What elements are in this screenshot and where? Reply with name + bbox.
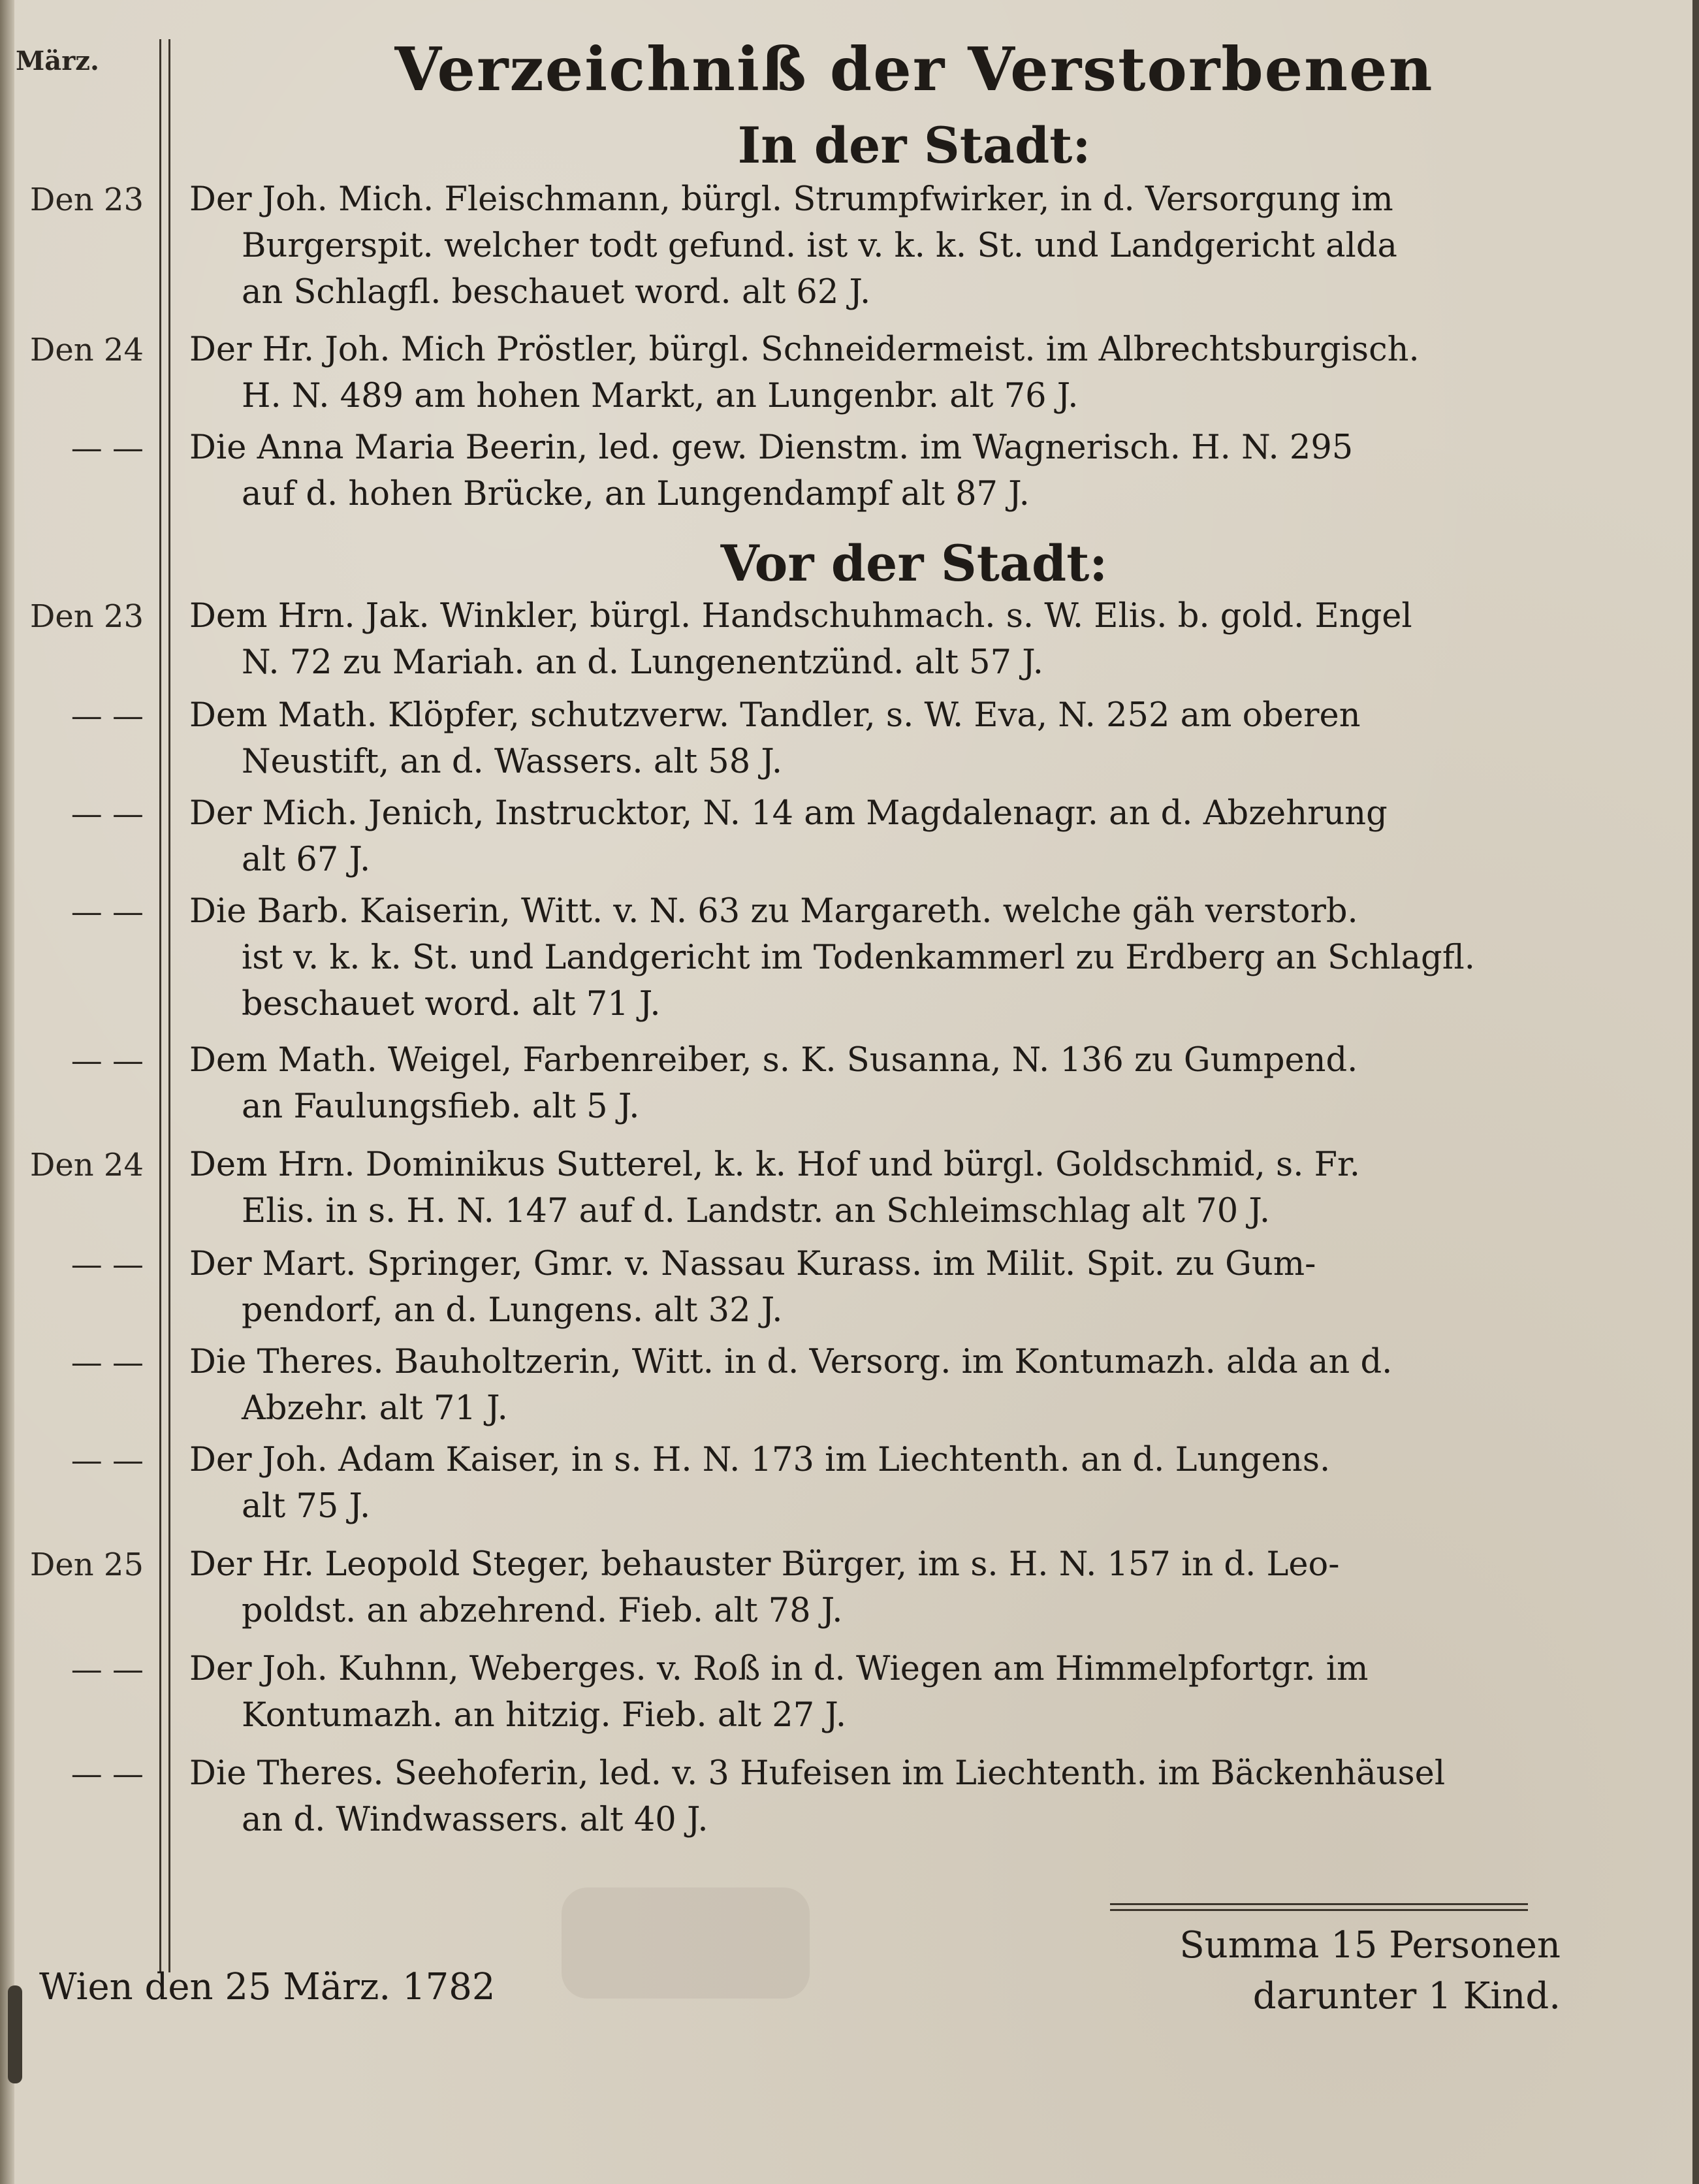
entry — [189, 425, 1639, 517]
entry-line: Die Barb. Kaiserin, Witt. v. N. 63 zu Margareth. welche gäh verstorb. — [189, 892, 1358, 931]
entry-line: Der Joh. Kuhnn, Weberges. v. Roß in d. Wiegen am Himmelpfortgr. im — [189, 1650, 1369, 1688]
section-title-suburbs: Vor der Stadt: — [720, 534, 1108, 592]
entry-date: — — — [71, 1344, 144, 1381]
entry-line: poldst. an abzehrend. Fieb. alt 78 J. — [242, 1592, 843, 1630]
right-page-edge — [1692, 0, 1699, 2184]
entry-date: Den 24 — [29, 332, 144, 368]
entry-line: H. N. 489 am hohen Markt, an Lungenbr. alt 76 J. — [242, 377, 1079, 415]
summary-children: darunter 1 Kind. — [1252, 1975, 1561, 2017]
entry — [189, 790, 1639, 883]
margin-rule — [159, 39, 161, 1972]
entry-date: — — — [71, 430, 144, 466]
entry — [189, 692, 1639, 785]
entry-line: Der Joh. Adam Kaiser, in s. H. N. 173 im Liechtenth. an d. Lungens. — [189, 1441, 1331, 1479]
entry-line: Abzehr. alt 71 J. — [242, 1389, 508, 1428]
entry-line: Dem Hrn. Dominikus Sutterel, k. k. Hof und bürgl. Goldschmid, s. Fr. — [189, 1146, 1360, 1184]
entry-line: Dem Math. Klöpfer, schutzverw. Tandler, s. W. Eva, N. 252 am oberen — [189, 696, 1361, 735]
entry-line: Die Theres. Seehoferin, led. v. 3 Hufeisen im Liechtenth. im Bäckenhäusel — [189, 1754, 1446, 1793]
entry-date: — — — [71, 1756, 144, 1792]
entry-line: auf d. hohen Brücke, an Lungendampf alt 87 J. — [242, 475, 1030, 513]
entry-line: alt 75 J. — [242, 1487, 371, 1526]
entry-line: Dem Hrn. Jak. Winkler, bürgl. Handschuhmach. s. W. Elis. b. gold. Engel — [189, 597, 1412, 635]
entry-date: Den 25 — [29, 1547, 144, 1583]
place-date: Wien den 25 März. 1782 — [39, 1966, 496, 2008]
entry — [189, 1037, 1639, 1130]
entry-line: an Faulungsfieb. alt 5 J. — [242, 1087, 640, 1126]
entry — [189, 1339, 1639, 1432]
entry-line: Dem Math. Weigel, Farbenreiber, s. K. Susanna, N. 136 zu Gumpend. — [189, 1041, 1358, 1080]
entry-line: Der Mart. Springer, Gmr. v. Nassau Kurass. im Milit. Spit. zu Gum- — [189, 1245, 1316, 1283]
section-title-city: In der Stadt: — [737, 116, 1091, 174]
margin-rule — [168, 39, 170, 1972]
entry-date: — — — [71, 1042, 144, 1079]
entry — [189, 1646, 1639, 1739]
entry-line: Elis. in s. H. N. 147 auf d. Landstr. an Schleimschlag alt 70 J. — [242, 1192, 1271, 1230]
entry — [189, 327, 1639, 419]
entry-line: ist v. k. k. St. und Landgericht im Todenkammerl zu Erdberg an Schlagfl. — [242, 939, 1475, 977]
entry-line: Neustift, an d. Wassers. alt 58 J. — [242, 743, 783, 781]
entry — [189, 176, 1639, 315]
entry — [189, 593, 1639, 686]
entry — [189, 1541, 1639, 1634]
entry-line: beschauet word. alt 71 J. — [242, 985, 661, 1023]
month-label: März. — [16, 46, 99, 76]
entry-line: an d. Windwassers. alt 40 J. — [242, 1801, 708, 1839]
entry-line: pendorf, an d. Lungens. alt 32 J. — [242, 1291, 783, 1330]
entry-date: Den 24 — [29, 1147, 144, 1183]
entry-date: — — — [71, 893, 144, 930]
entry-date: — — — [71, 1246, 144, 1283]
entry — [189, 1750, 1639, 1843]
entry-date: Den 23 — [29, 182, 144, 218]
entry-line: Die Theres. Bauholtzerin, Witt. in d. Versorg. im Kontumazh. alda an d. — [189, 1343, 1393, 1381]
summary-total: Summa 15 Personen — [1179, 1924, 1561, 1967]
entry-line: N. 72 zu Mariah. an d. Lungenentzünd. alt 57 J. — [242, 643, 1043, 682]
entry-line: Der Hr. Leopold Steger, behauster Bürger, im s. H. N. 157 in d. Leo- — [189, 1545, 1340, 1584]
entry-date: — — — [71, 795, 144, 832]
entry-line: alt 67 J. — [242, 841, 371, 879]
entry-line: Kontumazh. an hitzig. Fieb. alt 27 J. — [242, 1696, 847, 1735]
left-binding-shadow — [0, 0, 14, 2184]
summary-block — [1104, 1920, 1561, 2022]
entry — [189, 1142, 1639, 1234]
entry-date: — — — [71, 1651, 144, 1688]
binding-hole — [8, 1985, 22, 2083]
entry-line: Der Joh. Mich. Fleischmann, bürgl. Strumpfwirker, in d. Versorgung im — [189, 180, 1393, 219]
entry-line: Der Hr. Joh. Mich Pröstler, bürgl. Schneidermeist. im Albrechtsburgisch. — [189, 330, 1420, 369]
entry-line: Burgerspit. welcher todt gefund. ist v. k. k. St. und Landgericht alda — [242, 227, 1397, 265]
entry-date: — — — [71, 1442, 144, 1479]
entry — [189, 1437, 1639, 1530]
entry-line: Die Anna Maria Beerin, led. gew. Dienstm. im Wagnerisch. H. N. 295 — [189, 428, 1354, 467]
entry-line: Der Mich. Jenich, Instrucktor, N. 14 am Magdalenagr. an d. Abzehrung — [189, 794, 1388, 833]
entry — [189, 1241, 1639, 1334]
entry-line: an Schlagfl. beschauet word. alt 62 J. — [242, 273, 871, 312]
main-title: Verzeichniß der Verstorbenen — [394, 34, 1434, 104]
entry-date: Den 23 — [29, 598, 144, 635]
entry-date: — — — [71, 698, 144, 734]
faint-stamp-mark — [562, 1887, 810, 1999]
entry — [189, 888, 1639, 1027]
summary-rule — [1110, 1903, 1528, 1911]
